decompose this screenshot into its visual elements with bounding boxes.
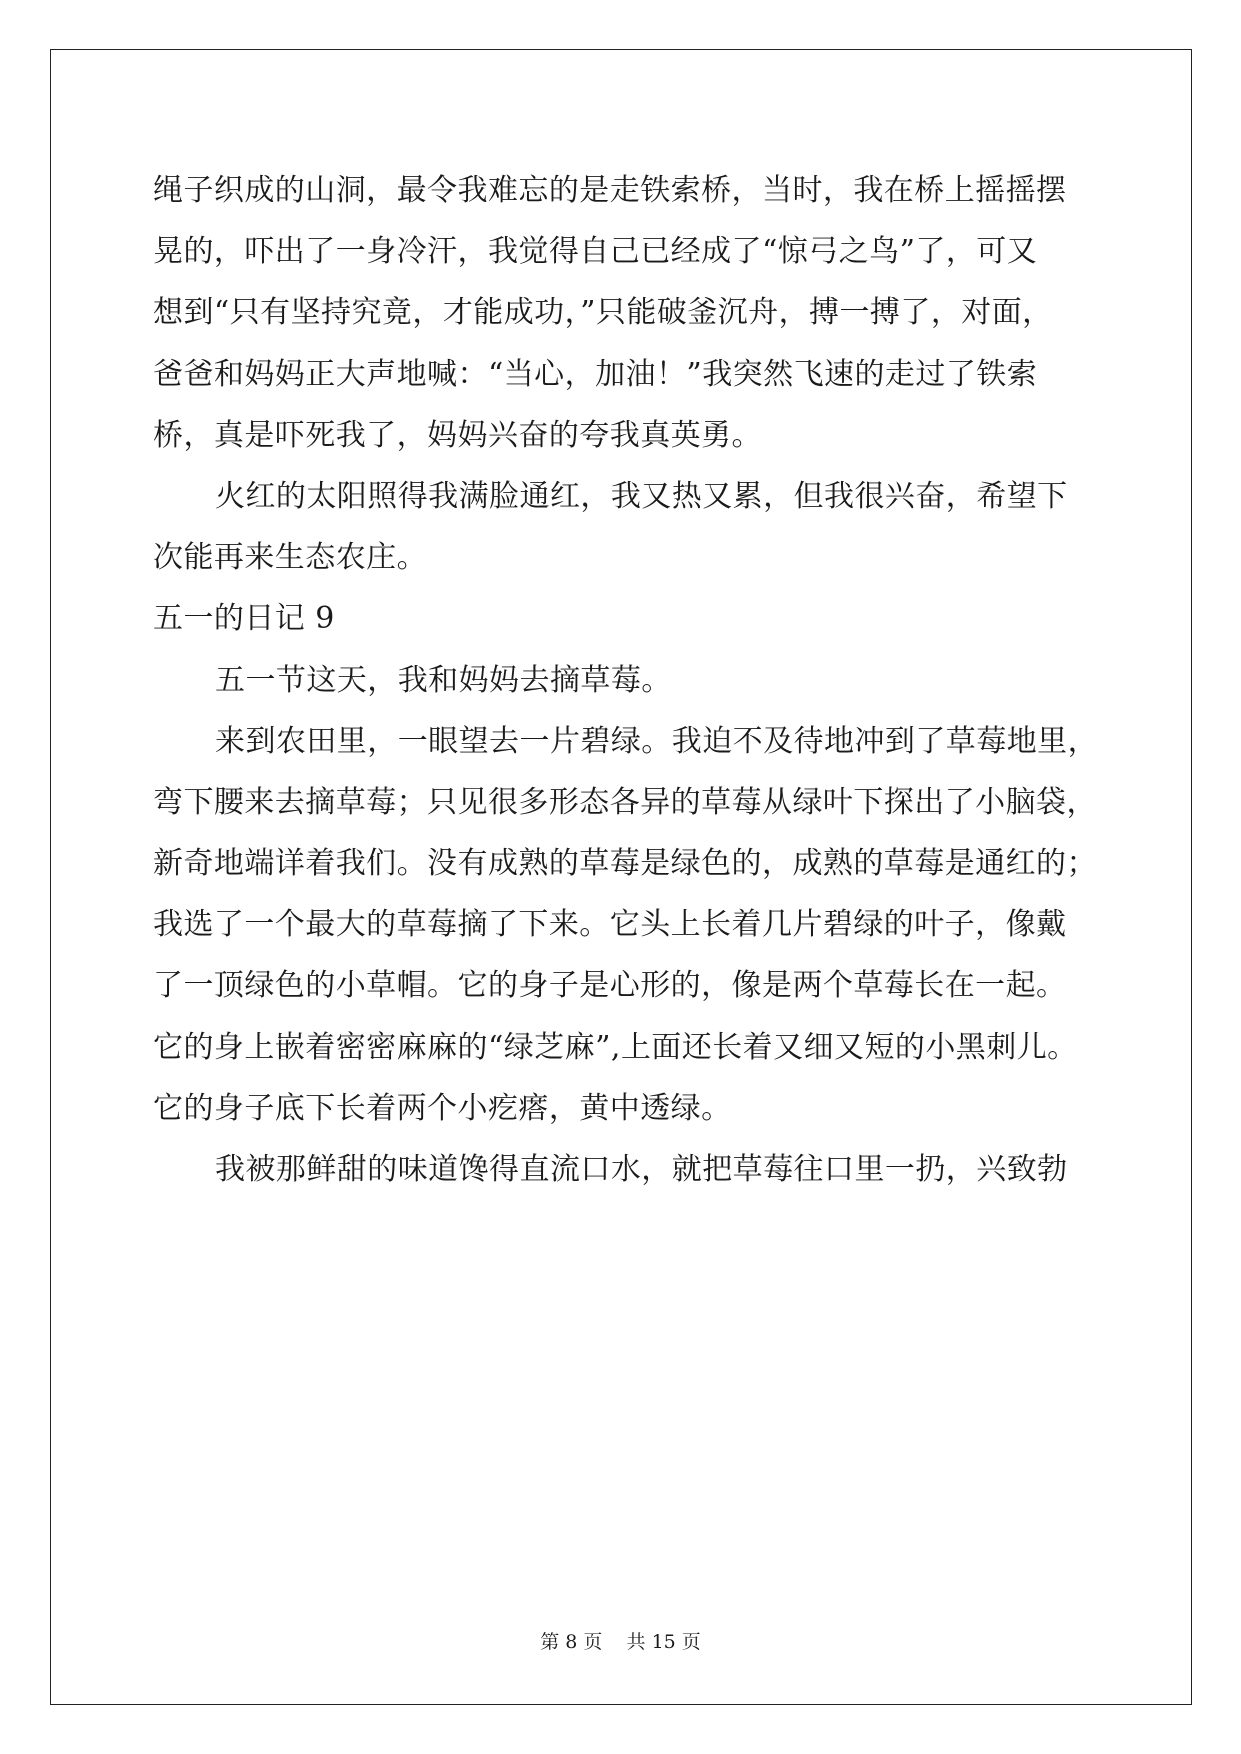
text-line: 绳子织成的山洞，最令我难忘的是走铁索桥，当时，我在桥上摇摇摆 <box>153 173 1067 208</box>
paragraph-start-line: 五一节这天，我和妈妈去摘草莓。 <box>215 662 672 698</box>
text-line: 我选了一个最大的草莓摘了下来。它头上长着几片碧绿的叶子，像戴 <box>153 907 1067 943</box>
paragraph-start-line: 来到农田里，一眼望去一片碧绿。我迫不及待地冲到了草莓地里， <box>215 723 1099 759</box>
text-line: 了一顶绿色的小草帽。它的身子是心形的，像是两个草莓长在一起。 <box>153 968 1067 1004</box>
text-line: 晃的，吓出了一身冷汗，我觉得自己已经成了“惊弓之鸟”了，可又 <box>153 234 1038 270</box>
text-line: 想到“只有坚持究竟，才能成功，”只能破釜沉舟，搏一搏了，对面， <box>153 295 1053 331</box>
text-line: 弯下腰来去摘草莓；只见很多形态各异的草莓从绿叶下探出了小脑袋， <box>153 784 1097 820</box>
paragraph-start-line: 我被那鲜甜的味道馋得直流口水，就把草莓往口里一扔，兴致勃 <box>215 1152 1068 1187</box>
paragraph-start-line: 火红的太阳照得我满脸通红，我又热又累，但我很兴奋，希望下 <box>215 478 1068 514</box>
text-line: 新奇地端详着我们。没有成熟的草莓是绿色的，成熟的草莓是通红的； <box>153 846 1097 882</box>
text-line: 爸爸和妈妈正大声地喊：“当心，加油！”我突然飞速的走过了铁索 <box>153 356 1038 392</box>
text-line: 它的身子底下长着两个小疙瘩，黄中透绿。 <box>153 1090 732 1126</box>
text-line: 次能再来生态农庄。 <box>153 540 428 576</box>
text-line: 它的身上嵌着密密麻麻的“绿芝麻”,上面还长着又细又短的小黑刺儿。 <box>153 1029 1078 1065</box>
page-number-footer: 第 8 页 共 15 页 <box>540 1631 701 1653</box>
text-line: 桥，真是吓死我了，妈妈兴奋的夸我真英勇。 <box>153 417 762 453</box>
document-body <box>153 160 1113 1200</box>
section-heading: 五一的日记 9 <box>153 601 335 637</box>
